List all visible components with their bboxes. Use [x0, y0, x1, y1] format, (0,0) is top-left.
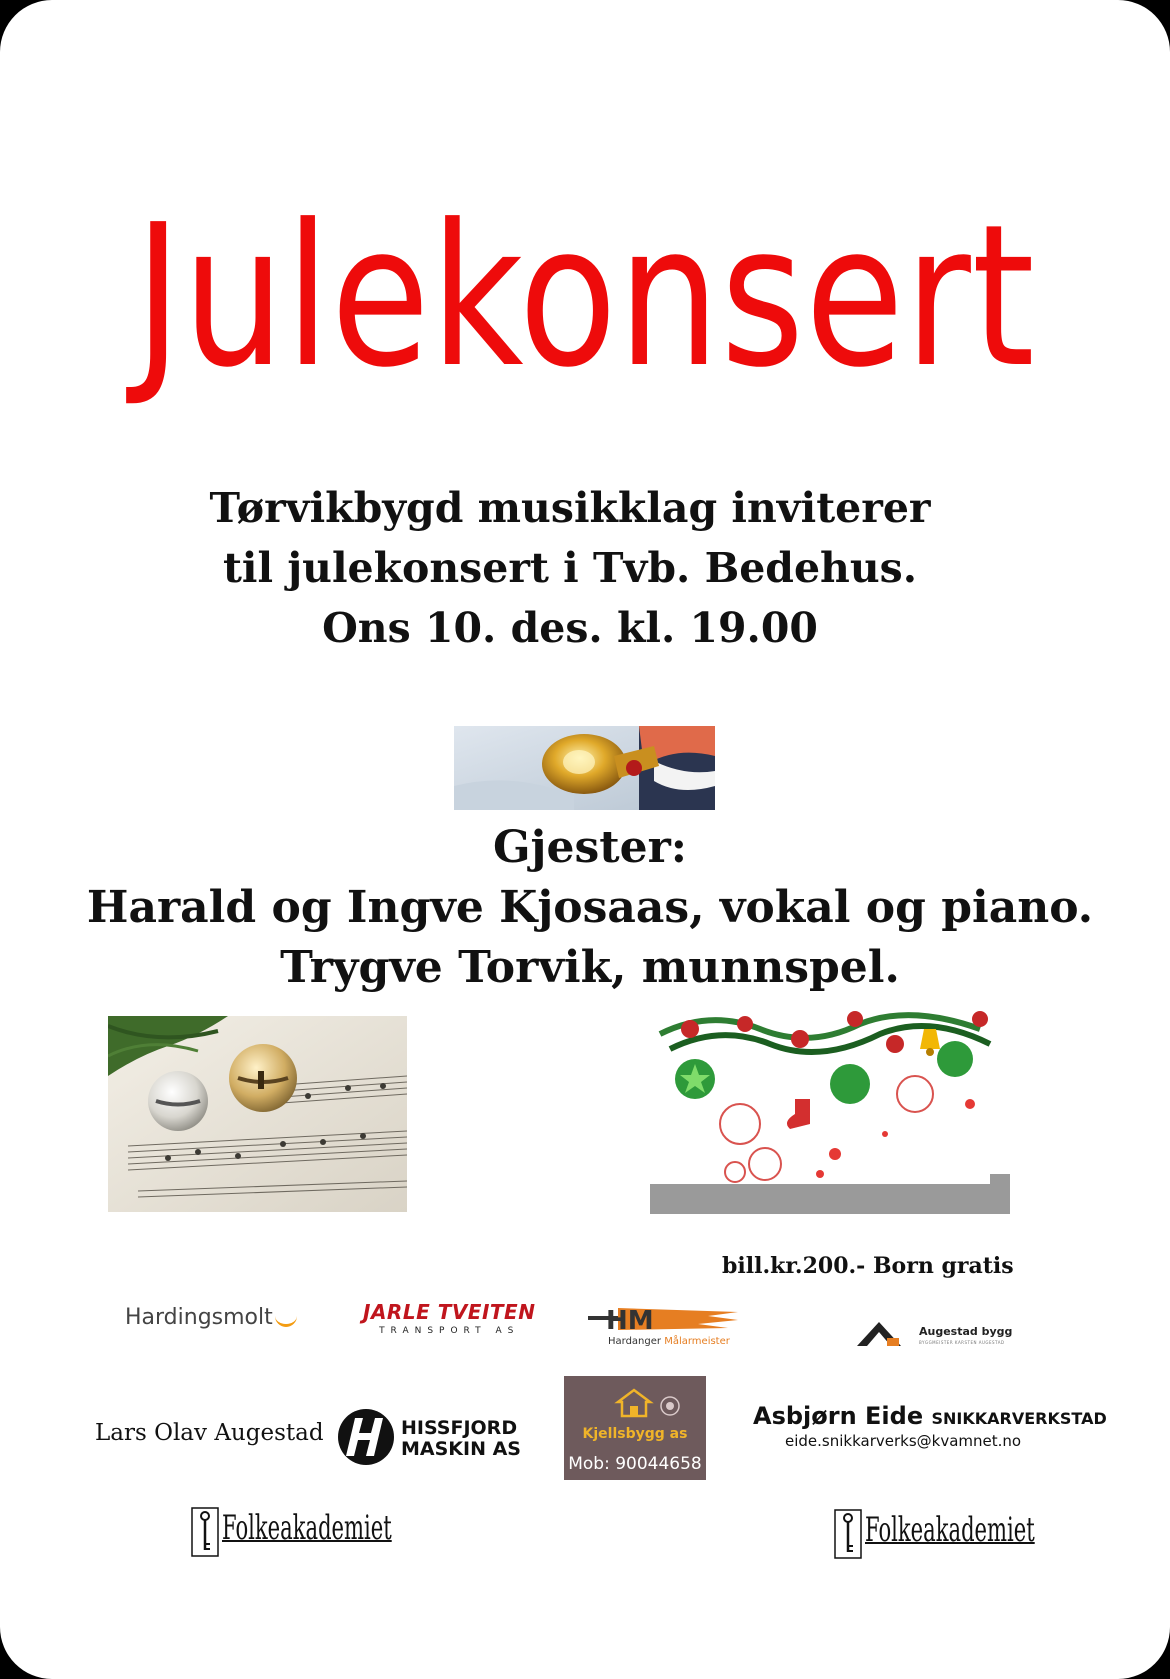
hm-text-dark: Hardanger: [608, 1336, 662, 1347]
hardingsmolt-label: Hardingsmolt: [125, 1305, 273, 1330]
kjellsbygg-logo: [564, 1376, 706, 1480]
trumpet-photo: [454, 726, 715, 810]
hissfjord-h-icon: [337, 1408, 395, 1466]
hardanger-malarmeister-logo: [588, 1302, 738, 1352]
augestad-bygg-tagline: BYGGMEISTER KARSTEN AUGESTAD: [919, 1340, 1005, 1345]
hissfjord-line2: MASKIN AS: [401, 1438, 521, 1460]
jarle-tveiten-logo: [363, 1300, 535, 1336]
folkeakademiet-logo: [190, 1502, 390, 1558]
house-icon: [614, 1386, 684, 1420]
intro-text: [0, 478, 1140, 658]
paintbrush-icon: [588, 1302, 738, 1336]
guests-heading: Gjester:: [492, 822, 687, 873]
augestad-bygg-logo: [857, 1318, 1013, 1348]
hardingsmolt-swoosh-icon: [275, 1310, 297, 1327]
folkeakademiet-logo: [833, 1504, 1033, 1560]
intro-line: Tørvikbygd musikklag inviterer: [209, 484, 931, 532]
intro-line: til julekonsert i Tvb. Bedehus.: [222, 544, 918, 592]
kjellsbygg-phone: Mob: 90044658: [568, 1454, 702, 1474]
hardingsmolt-logo: [125, 1305, 297, 1330]
augestad-bygg-name: Augestad bygg: [919, 1325, 1013, 1338]
kjellsbygg-name: Kjellsbygg as: [582, 1426, 688, 1442]
bells-sheet-music-photo: [108, 1016, 407, 1212]
folkeakademiet-label: Folkeakademiet: [222, 1508, 392, 1548]
guest-line: Harald og Ingve Kjosaas, vokal og piano.: [86, 882, 1094, 933]
hm-letters: HM: [606, 1306, 654, 1336]
lars-olav-augestad: Lars Olav Augestad: [95, 1420, 324, 1446]
ticket-info: bill.kr.200.- Born gratis: [722, 1253, 1014, 1279]
eide-suffix: SNIKKARVERKSTAD: [931, 1409, 1107, 1428]
poster-title: Julekonsert: [134, 183, 1036, 411]
hm-text-orange: Målarmeister: [664, 1336, 730, 1347]
eide-name: Asbjørn Eide: [753, 1402, 924, 1430]
folkeakademiet-label: Folkeakademiet: [865, 1510, 1035, 1550]
jarle-tveiten-name: JARLE TVEITEN: [363, 1300, 536, 1324]
jarle-tveiten-subtitle: TRANSPORT AS: [379, 1326, 520, 1336]
eide-email: eide.snikkarverks@kvamnet.no: [785, 1432, 1022, 1450]
guest-line: Trygve Torvik, munnspel.: [280, 942, 900, 993]
asbjorn-eide-logo: [753, 1402, 1107, 1450]
hissfjord-line1: HISSFJORD: [401, 1417, 518, 1439]
roof-icon: [857, 1318, 913, 1348]
hissfjord-maskin-logo: [337, 1408, 521, 1470]
key-icon: [190, 1506, 220, 1558]
guests-block: [0, 818, 1170, 998]
christmas-ornaments-image: [650, 1004, 1010, 1214]
intro-line: Ons 10. des. kl. 19.00: [322, 604, 818, 652]
key-icon: [833, 1508, 863, 1560]
